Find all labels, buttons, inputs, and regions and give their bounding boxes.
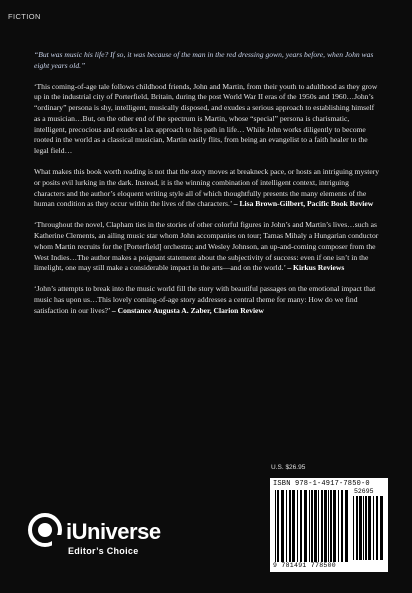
- back-cover-text: [34, 50, 379, 326]
- barcode-bars: [275, 490, 351, 562]
- publisher-tagline: Editor’s Choice: [68, 546, 139, 556]
- barcode-bar: [309, 490, 310, 562]
- review-text: ‘John’s attempts to break into the music world fill the story with beautiful passages on the emotional impact that music has upon us…This lovely coming-of-age story addresses a central theme for many: How do we find satisfaction in our lives?’: [34, 284, 376, 315]
- barcode-bar: [324, 490, 327, 562]
- isbn-text: ISBN 978-1-4917-7850-0: [273, 480, 370, 488]
- publisher-logo: [28, 513, 188, 563]
- isbn-barcode: [270, 478, 388, 572]
- review-text: What makes this book worth reading is not that the story moves at breakneck pace, or hosts an intriguing mystery or posits evil lurking in the dark. Instead, it is the winning combination of intelligent context, intriguing characters and the author’s eloquent writing style all of which thoughtfully presents the many elements of the human condition as they occur within the lives of the characters.’: [34, 167, 380, 209]
- publisher-name: iUniverse: [66, 519, 161, 544]
- barcode-bar: [275, 490, 276, 562]
- review-paragraph-2: [34, 167, 379, 210]
- barcode-bar: [330, 490, 332, 562]
- barcode-bar: [281, 490, 284, 562]
- barcode-bar: [328, 490, 329, 562]
- review-text: ‘Throughout the novel, Clapham ties in the stories of other colorful figures in John’s and Martin’s lives…such as Katherine Clements, an ailing music star whom John accompanies on tour; Tamas Mihaly a Hungarian conductor whom Martin recruits for the [Porterfield] orchestra; and Wesley Johnson, an up-and-coming composer from the West Indies…The author makes a poignant statement about the subjectivity of success: even if one isn’t in the limelight, one may still make a considerable impact in the arts—and on the world.’: [34, 220, 379, 273]
- barcode-bar: [368, 496, 371, 560]
- barcode-bar: [373, 496, 374, 560]
- price-label: U.S. $26.95: [271, 464, 306, 471]
- barcode-bar: [333, 490, 336, 562]
- barcode-bar: [297, 490, 298, 562]
- barcode-bar: [376, 496, 378, 560]
- barcode-bar: [300, 490, 302, 562]
- barcode-bar: [365, 496, 367, 560]
- barcode-bar: [341, 490, 343, 562]
- barcode-bar: [318, 490, 319, 562]
- review-paragraph-3: [34, 220, 379, 274]
- barcode-bar: [363, 496, 364, 560]
- barcode-bar: [286, 490, 287, 562]
- barcode-bar: [353, 496, 354, 560]
- barcode-bar: [304, 490, 307, 562]
- review-attribution: – Lisa Brown-Gilbert, Pacific Book Review: [233, 199, 374, 209]
- barcode-bar: [289, 490, 291, 562]
- barcode-bar: [292, 490, 295, 562]
- barcode-bar: [311, 490, 313, 562]
- barcode-bar: [321, 490, 323, 562]
- barcode-bar: [356, 496, 358, 560]
- genre-label: FICTION: [8, 12, 41, 21]
- review-text: ‘This coming-of-age tale follows childhood friends, John and Martin, from their youth to adulthood as they grow up in the industrial city of Porterfield, Britain, during the post World War II eras of the 1950s and 1960…John’s “ordinary” persona is shy, intelligent, musically disposed, and exudes a serious approach to establishing himself as a musician…But, on the other end of the spectrum is Martin, whose “special” persona is charismatic, intelligent, precocious and exudes a lax approach to his path in life… While John works diligently to become rooted in the world as a classical musician, Martin easily flits, from being an evangelist to a faith healer to the legal field…: [34, 81, 378, 156]
- barcode-number: 9 781491 778500: [273, 562, 337, 569]
- barcode-bar: [359, 496, 362, 560]
- barcode-bar: [277, 490, 279, 562]
- barcode-bar: [314, 490, 317, 562]
- barcode-bar: [338, 490, 339, 562]
- addon-number: 52695: [354, 488, 374, 495]
- iuniverse-logo-mark-icon: [28, 513, 62, 547]
- barcode-bar: [380, 496, 383, 560]
- addon-bars: [353, 496, 383, 560]
- review-attribution: – Constance Augusta A. Zaber, Clarion Review: [111, 305, 264, 315]
- epigraph: “But was music his life? If so, it was because of the man in the red dressing gown, years before, when John was eight years old.”: [34, 50, 374, 70]
- review-paragraph-1: [34, 82, 379, 157]
- review-attribution: – Kirkus Reviews: [287, 263, 345, 273]
- barcode-bar: [345, 490, 348, 562]
- review-paragraph-4: [34, 284, 379, 316]
